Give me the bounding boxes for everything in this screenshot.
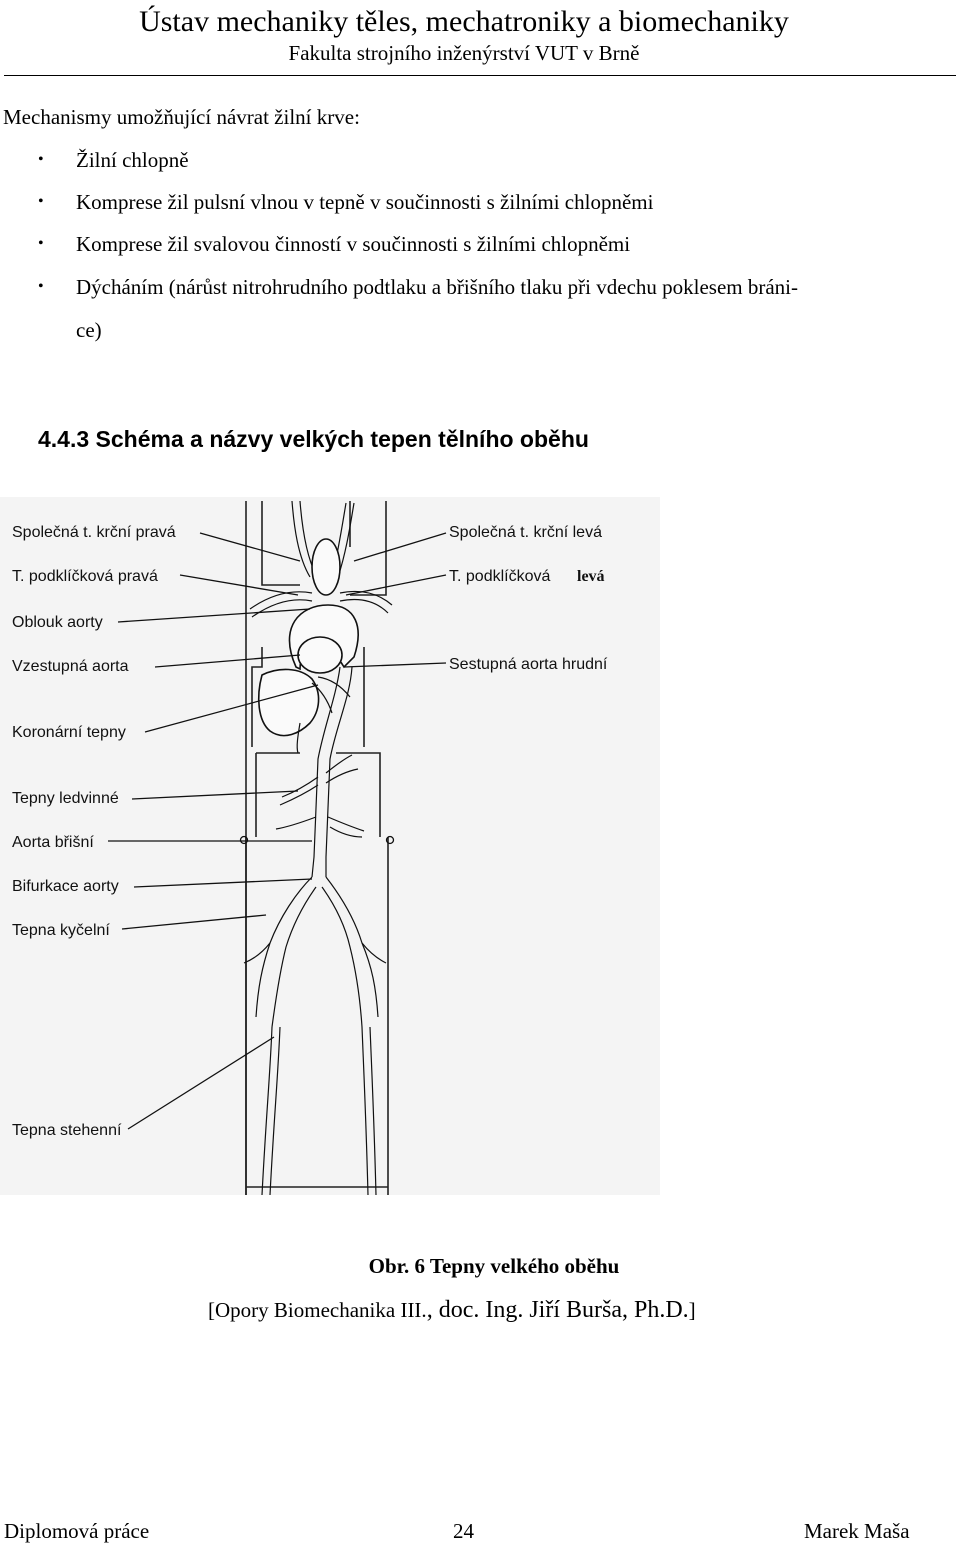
bullet-dot: • [38,193,44,210]
label-abdominal-aorta: Aorta břišní [12,834,94,851]
label-aortic-bifurcation: Bifurkace aorty [12,878,119,895]
heart-region [259,669,350,753]
arteries-diagram-svg [0,497,660,1195]
renal-arteries [276,755,364,837]
label-coronary-arteries: Koronární tepny [12,724,126,741]
header-subtitle: Fakulta strojního inženýrství VUT v Brně [288,41,640,65]
source-part: [Opory Biomechanika III. [208,1298,427,1322]
label-iliac-artery: Tepna kyčelní [12,922,110,939]
figure-caption: Obr. 6 Tepny velkého oběhu [368,1254,620,1278]
footer-page-number: 24 [453,1519,474,1543]
iliac-arteries [244,877,386,1027]
femoral-arteries [262,1027,376,1195]
bullet-item: Komprese žil svalovou činností v součinnosti s žilními chlopněmi [76,232,631,256]
label-left-subclavian-suffix: levá [577,568,605,585]
intro-text: Mechanismy umožňující návrat žilní krve: [3,105,360,129]
footer-left: Diplomová práce [4,1519,150,1543]
bullet-dot: • [38,278,44,295]
label-renal-arteries: Tepny ledvinné [12,790,119,807]
label-ascending-aorta: Vzestupná aorta [12,658,129,675]
header-divider [4,75,956,76]
footer-right: Marek Maša [804,1519,910,1543]
body-outline [246,501,388,1195]
label-descending-thoracic-aorta: Sestupná aorta hrudní [449,656,608,673]
bullet-item: Dýcháním (nárůst nitrohrudního podtlaku a břišního tlaku při vdechu poklesem bráni- [76,275,799,299]
arteries-diagram [0,497,660,1195]
leader-lines [108,533,446,1129]
label-left-common-carotid: Společná t. krční levá [449,524,602,541]
label-right-common-carotid: Společná t. krční pravá [12,524,176,541]
aortic-arch [289,605,358,673]
bullet-item-continuation: ce) [76,318,102,342]
label-right-subclavian: T. podklíčková pravá [12,568,158,585]
figure-source [208,1296,696,1324]
bullet-item: Žilní chlopně [76,148,189,172]
label-left-subclavian: T. podklíčková [449,568,551,585]
source-part: , doc. Ing. Jiří Burša, Ph.D. [426,1297,689,1323]
source-part: ] [688,1298,696,1322]
section-heading: 4.4.3 Schéma a názvy velkých tepen tělního oběhu [38,426,589,452]
bullet-dot: • [38,235,44,252]
bullet-dot: • [38,151,44,168]
label-femoral-artery: Tepna stehenní [12,1122,122,1139]
header-title: Ústav mechaniky těles, mechatroniky a biomechaniky [139,5,789,38]
bullet-item: Komprese žil pulsní vlnou v tepně v součinnosti s žilními chlopněmi [76,190,654,214]
label-aortic-arch: Oblouk aorty [12,614,103,631]
carotid-arteries [292,501,354,595]
